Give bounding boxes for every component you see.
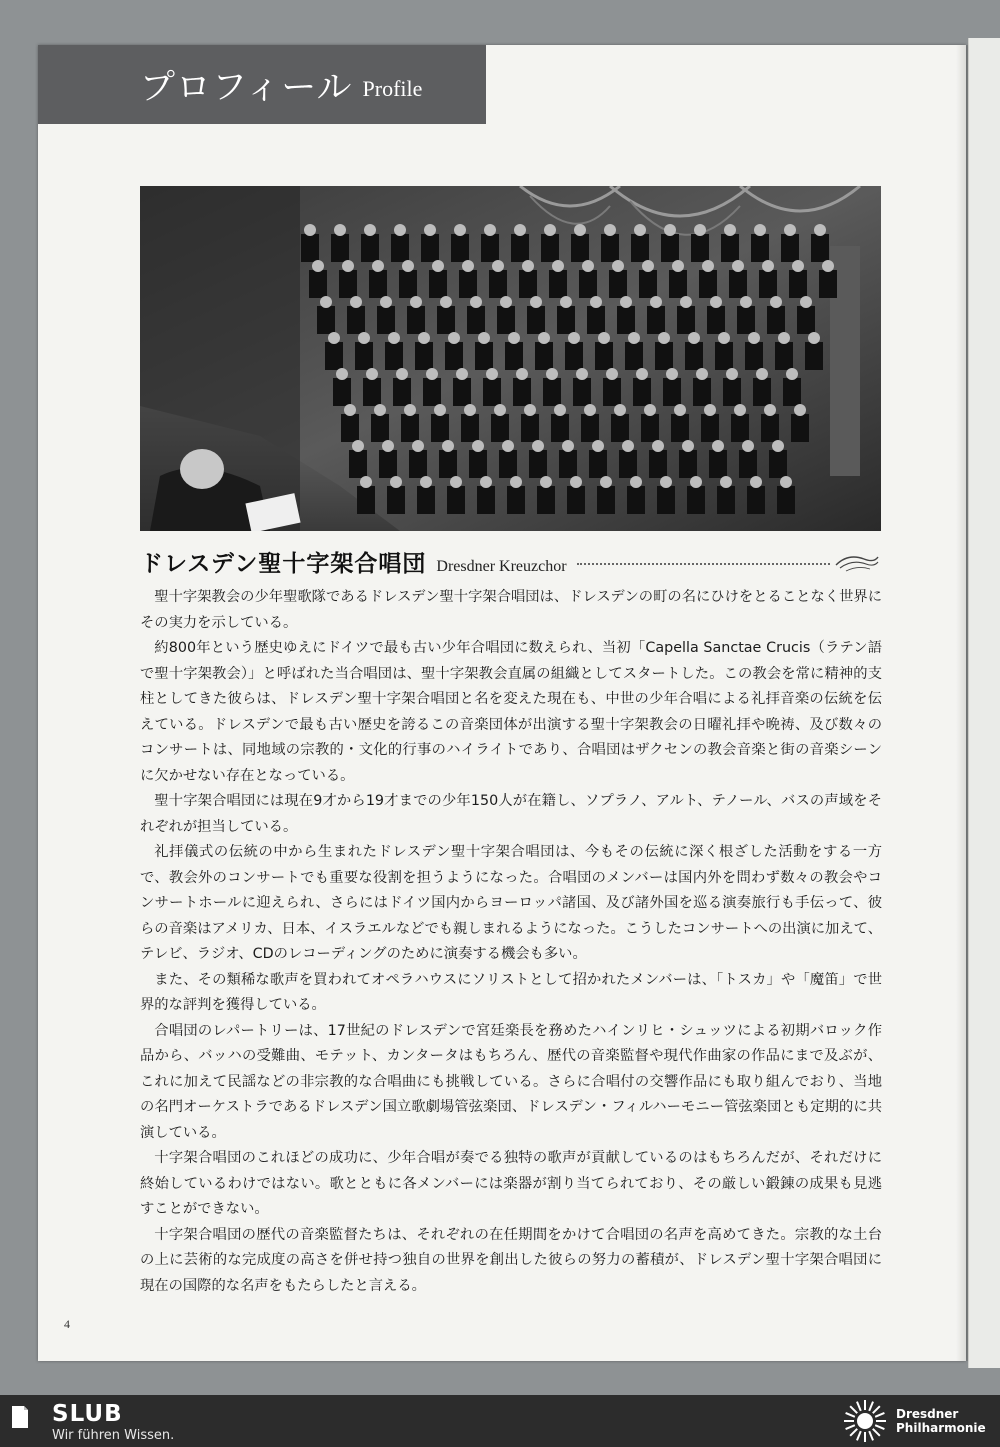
header-title-jp: プロフィール: [140, 67, 353, 108]
paragraph: 十字架合唱団の歴代の音楽監督たちは、それぞれの在任期間をかけて合唱団の名声を高めてきた。宗教的な土台の上に芸術的な完成度の高さを併せ持つ独自の世界を創出した彼らの努力の蓄積が、ドレスデン聖十字架合唱団に現在の国際的な名声をもたらしたと言える。: [140, 1226, 882, 1294]
partner-line-1: Dresdner: [896, 1407, 959, 1421]
paragraph: 聖十字架合唱団には現在9才から19才までの少年150人が在籍し、ソプラノ、アルト、テノール、バスの声域をそれぞれが担当している。: [140, 793, 882, 835]
paragraph: 聖十字架教会の少年聖歌隊であるドレスデン聖十字架合唱団は、ドレスデンの町の名にひけをとることなく世界にその実力を示している。: [140, 589, 882, 631]
dresdner-philharmonie-logo[interactable]: [896, 1407, 986, 1435]
partner-line-2: Philharmonie: [896, 1421, 986, 1435]
section-heading: [140, 545, 880, 579]
paragraph: 約800年という歴史ゆえにドイツで最も古い少年合唱団に数えられ、当初「Capella Sanctae Crucis（ラテン語で聖十字架教会）」と呼ばれた当合唱団は、聖十字架教会直属の組織としてスタートした。この教会を常に精神的支柱としてきた彼らは、ドレスデン聖十字架合唱団と名を変えた現在も、中世の少年合唱による礼拝音楽の伝統を伝えている。ドレスデンで最も古い歴史を誇るこの音楽団体が出演する聖十字架教会の日曜礼拝や晩祷、及び数々のコンサートは、同地域の宗教的・文化的行事のハイライトであり、合唱団はザクセンの教会音楽と街の音楽シーンに欠かせない存在となっている。: [140, 640, 882, 784]
slub-logo-icon: [10, 1404, 30, 1430]
profile-body: [140, 585, 882, 1299]
choir-photo-illustration: [140, 186, 881, 531]
paragraph: 合唱団のレパートリーは、17世紀のドレスデンで宮廷楽長を務めたハインリヒ・シュッツによる初期バロック作品から、バッハの受難曲、モテット、カンタータはもちろん、歴代の音楽監督や現代作曲家の作品にまで及ぶが、これに加えて民謡などの非宗教的な合唱曲にも挑戦している。さらに合唱付の交響作品にも取り組んでおり、当地の名門オーケストラであるドレスデン国立歌劇場管弦楽団、ドレスデン・フィルハーモニー管弦楽団とも定期的に共演している。: [140, 1022, 882, 1141]
slub-name[interactable]: SLUB: [52, 1401, 123, 1427]
next-page-edge: [968, 38, 1000, 1368]
header-band: [38, 45, 486, 124]
paragraph: 十字架合唱団のこれほどの成功に、少年合唱が奏でる独特の歌声が貢献しているのはもちろんだが、それだけに終始しているわけではない。歌とともに各メンバーには楽器が割り当てられており、その厳しい鍛錬の成果も見逃すことができない。: [140, 1150, 882, 1217]
header-title-en: Profile: [362, 75, 423, 101]
section-title-en: Dresdner Kreuzchor: [436, 558, 567, 575]
spine-shadow: [956, 45, 968, 1361]
section-title-jp: ドレスデン聖十字架合唱団: [140, 550, 427, 577]
choir-photo: [140, 186, 881, 531]
page-number: 4: [64, 1317, 70, 1331]
swirl-ornament-icon: [834, 551, 880, 573]
paragraph: 礼拝儀式の伝統の中から生まれたドレスデン聖十字架合唱団は、今もその伝統に深く根ざした活動をする一方で、教会外のコンサートでも重要な役割を担うようになった。合唱団のメンバーは国内外を問わず数々の教会やコンサートホールに迎えられ、さらにはドイツ国内からヨーロッパ諸国、及び諸外国を巡る演奏旅行も手伝って、彼らの音楽はアメリカ、日本、イスラエルなどでも親しまれるようになった。こうしたコンサートへの出演に加えて、テレビ、ラジオ、CDのレコーディングのために演奏する機会も多い。: [140, 844, 882, 962]
dotted-leader: [577, 562, 830, 565]
paragraph: また、その類稀な歌声を買われてオペラハウスにソリストとして招かれたメンバーは、「トスカ」や「魔笛」で世界的な評判を獲得している。: [140, 971, 882, 1013]
slub-tagline: Wir führen Wissen.: [52, 1428, 175, 1443]
sunburst-logo-icon: [842, 1398, 888, 1444]
